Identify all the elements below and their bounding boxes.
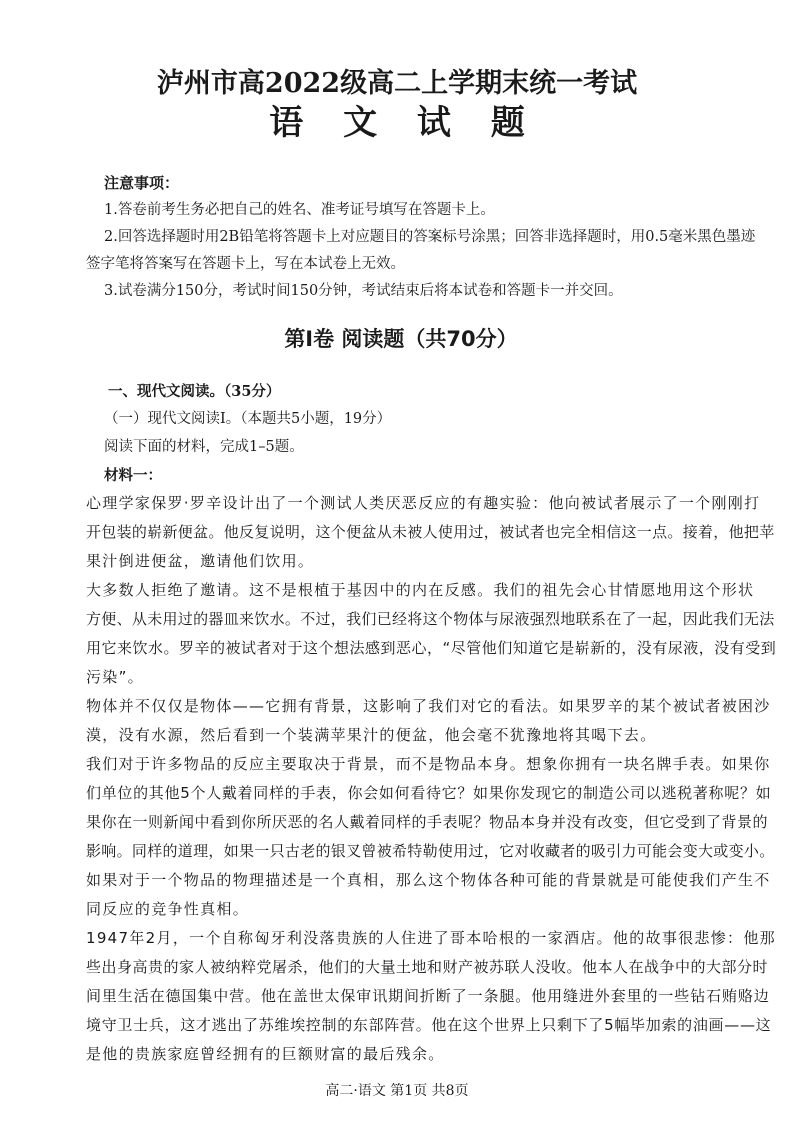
passage-line: 污染”。 (86, 668, 144, 686)
passage-line: 1947年2月，一个自称匈牙利没落贵族的人住进了哥本哈根的一家酒店。他的故事很悲惨：他那 (86, 929, 776, 947)
notice-line: 签字笔将答案写在答题卡上，写在本试卷上无效。 (86, 256, 405, 272)
subpart-heading: （一）现代文阅读Ⅰ。（本题共5小题，19分） (104, 411, 392, 427)
passage-line: 些出身高贵的家人被纳粹党屠杀，他们的大量土地和财产被苏联人没收。他本人在战争中的大部分时 (86, 958, 769, 976)
passage-line: 是他的贵族家庭曾经拥有的巨额财富的最后残余。 (86, 1045, 445, 1063)
material-label: 材料一： (104, 467, 162, 484)
notice-line: 1.答卷前考生务必把自己的姓名、准考证号填写在答题卡上。 (104, 202, 495, 218)
reading-instruction: 阅读下面的材料，完成1–5题。 (104, 439, 304, 455)
passage-line: 漠，没有水源，然后看到一个装满苹果汁的便盆，他会毫不犹豫地将其喝下去。 (86, 726, 657, 744)
passage-line: 心理学家保罗·罗辛设计出了一个测试人类厌恶反应的有趣实验：他向被试者展示了一个刚刚打 (86, 494, 761, 512)
section-title: 第Ⅰ卷 阅读题（共70分） (284, 327, 518, 351)
exam-title: 泸州市高2022级高二上学期末统一考试 (156, 68, 638, 99)
passage-line: 方便、从未用过的器皿来饮水。不过，我们已经将这个物体与尿液强烈地联系在了一起，因此我们无法 (86, 610, 775, 628)
passage-line: 果你在一则新闻中看到你所厌恶的名人戴着同样的手表呢？物品本身并没有改变，但它受到了背景的 (86, 813, 769, 831)
passage-line: 们单位的其他5个人戴着同样的手表，你会如何看待它？如果你发现它的制造公司以逃税著称呢？如 (86, 784, 772, 802)
passage-line: 如果对于一个物品的物理描述是一个真相，那么这个物体各种可能的背景就是可能使我们产生不 (86, 871, 771, 889)
passage-line: 大多数人拒绝了邀请。这不是根植于基因中的内在反感。我们的祖先会心甘情愿地用这个形状 (86, 581, 755, 599)
notice-heading: 注意事项： (104, 174, 180, 192)
subject-title: 语 文 试 题 (269, 103, 539, 143)
passage-line: 我们对于许多物品的反应主要取决于背景，而不是物品本身。想象你拥有一块名牌手表。如果你 (86, 755, 771, 773)
passage-line: 开包装的崭新便盆。他反复说明，这个便盆从未被人使用过，被试者也完全相信这一点。接着，他把苹 (86, 523, 775, 541)
passage-line: 影响。同样的道理，如果一只古老的银叉曾被希特勒使用过，它对收藏者的吸引力可能会变大或变小。 (86, 842, 775, 860)
part-heading: 一、现代文阅读。（35分） (108, 383, 281, 400)
passage-line: 物体并不仅仅是物体——它拥有背景，这影响了我们对它的看法。如果罗辛的某个被试者被困沙 (86, 697, 771, 715)
passage-line: 同反应的竞争性真相。 (86, 900, 250, 918)
notice-line: 2.回答选择题时用2B铅笔将答题卡上对应题目的答案标号涂黑；回答非选择题时，用0.5毫米黑色墨迹 (104, 229, 756, 245)
notice-line: 3.试卷满分150分，考试时间150分钟，考试结束后将本试卷和答题卡一并交回。 (104, 283, 623, 299)
passage-line: 境守卫士兵，这才逃出了苏维埃控制的东部阵营。他在这个世界上只剩下了5幅毕加索的油画——这 (86, 1016, 772, 1034)
passage-line: 用它来饮水。罗辛的被试者对于这个想法感到恶心，“尽管他们知道它是崭新的，没有尿液，没有受到 (86, 639, 777, 657)
passage-line: 果汁倒进便盆，邀请他们饮用。 (86, 552, 315, 570)
page-footer: 高二·语文 第1页 共8页 (325, 1083, 469, 1099)
passage-line: 间里生活在德国集中营。他在盖世太保审讯期间折断了一条腿。他用缝进外套里的一些钻石贿赂边 (86, 987, 770, 1005)
